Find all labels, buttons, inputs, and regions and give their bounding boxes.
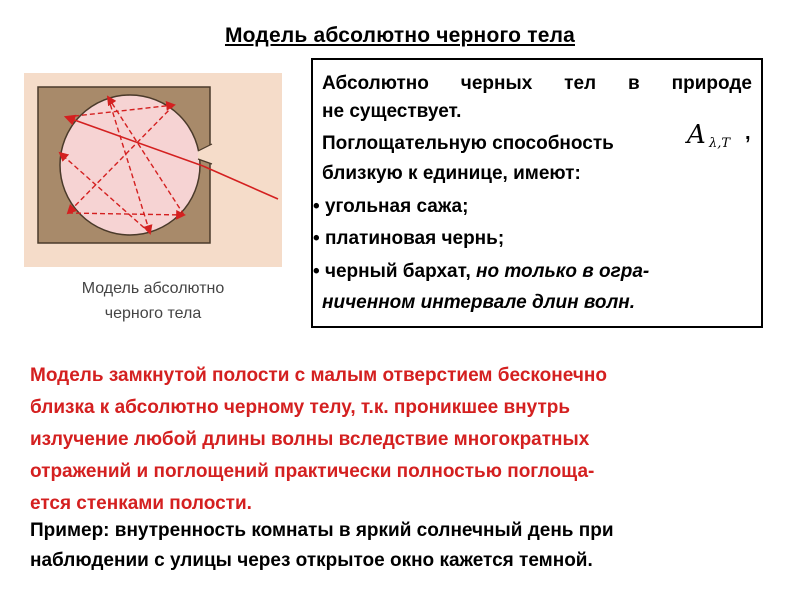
info-line: Абсолютно черных тел в природе [322, 73, 752, 94]
info-line-italic [322, 289, 635, 317]
figure-caption-line: черного тела [104, 305, 202, 322]
absorptivity-formula [687, 120, 759, 156]
bullet-text: черный бархат, [324, 261, 471, 282]
bullet-item [313, 225, 504, 253]
blackbody-cavity-diagram [24, 73, 282, 267]
paragraph-line: Пример: внутренность комнаты в яркий солнечный день при [30, 520, 614, 541]
cavity-illustration [24, 73, 282, 267]
bullet-item [313, 193, 468, 221]
paragraph-line: отражений и поглощений практически полностью поглоща- [30, 461, 595, 482]
bullet-text: угольная сажа; [324, 196, 469, 217]
figure-caption [24, 276, 282, 326]
bullet-marker: • [313, 196, 320, 217]
paragraph-line: ется стенками полости. [30, 493, 252, 514]
cavity-interior [60, 95, 200, 235]
paragraph-line: излучение любой длины волны вследствие многократных [30, 429, 590, 450]
info-line-italic-text: ниченном интервале длин волн. [322, 292, 636, 313]
bullet-marker: • [313, 261, 320, 282]
info-line: не существует. [322, 101, 462, 122]
bullet-item [313, 258, 649, 286]
bullet-text-italic: но только в огра- [476, 261, 650, 282]
cavity-explanation [30, 360, 770, 520]
paragraph-line: наблюдении с улицы через открытое окно кажется темной. [30, 550, 593, 571]
paragraph-line: Модель замкнутой полости с малым отверстием бесконечно [30, 365, 607, 386]
paragraph-line: близка к абсолютно черному телу, т.к. проникшее внутрь [30, 397, 571, 418]
info-line: Поглощательную способность [322, 133, 614, 154]
bullet-text: платиновая чернь; [324, 228, 505, 249]
example-paragraph [30, 516, 770, 576]
formula-subscript: λ,T [709, 136, 731, 151]
info-box [311, 58, 763, 328]
info-line: близкую к единице, имеют: [322, 163, 581, 184]
formula-comma: , [745, 122, 751, 144]
page-title: Модель абсолютно черного тела [224, 24, 575, 47]
figure-caption-line: Модель абсолютно [81, 280, 225, 297]
formula-symbol: A [687, 120, 706, 150]
bullet-marker: • [313, 228, 320, 249]
